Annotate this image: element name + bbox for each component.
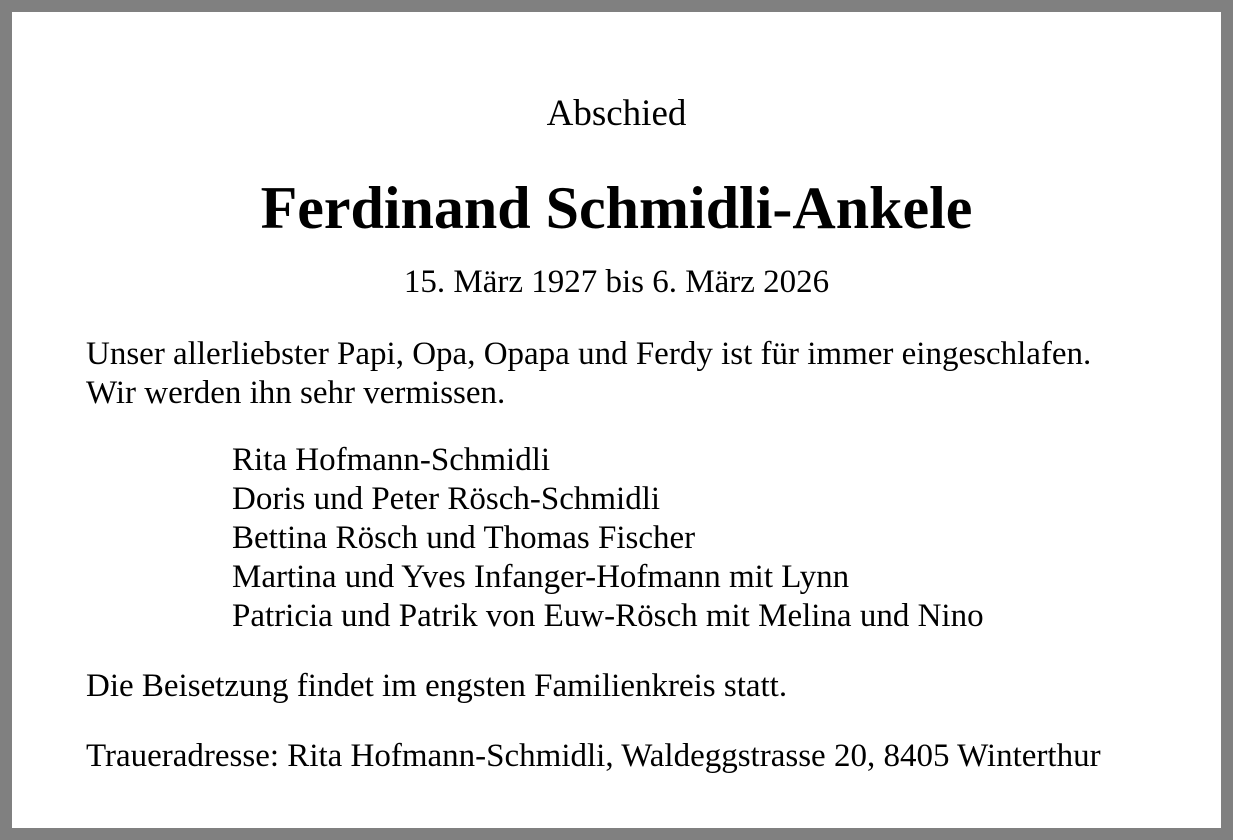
mourner-entry: Bettina Rösch und Thomas Fischer	[232, 520, 696, 556]
life-dates: 15. März 1927 bis 6. März 2026	[403, 264, 830, 300]
mourner-entry: Rita Hofmann-Schmidli	[232, 442, 551, 478]
mourner-entry: Martina und Yves Infanger-Hofmann mit Lynn	[232, 559, 850, 595]
mourner-entry: Patricia und Patrik von Euw-Rösch mit Melina und Nino	[232, 598, 984, 634]
message-line: Unser allerliebster Papi, Opa, Opapa und Ferdy ist für immer eingeschlafen.	[86, 336, 1092, 372]
farewell-message	[86, 335, 1196, 413]
deceased-name: Ferdinand Schmidli-Ankele	[260, 175, 973, 241]
mourning-address: Traueradresse: Rita Hofmann-Schmidli, Waldeggstrasse 20, 8405 Winterthur	[86, 738, 1101, 774]
message-line: Wir werden ihn sehr vermissen.	[86, 375, 506, 411]
mourners-list	[232, 441, 984, 636]
notice-intro: Abschied	[546, 93, 687, 134]
mourner-entry: Doris und Peter Rösch-Schmidli	[232, 481, 661, 517]
burial-note: Die Beisetzung findet im engsten Familienkreis statt.	[86, 668, 788, 704]
obituary-notice	[12, 12, 1221, 828]
